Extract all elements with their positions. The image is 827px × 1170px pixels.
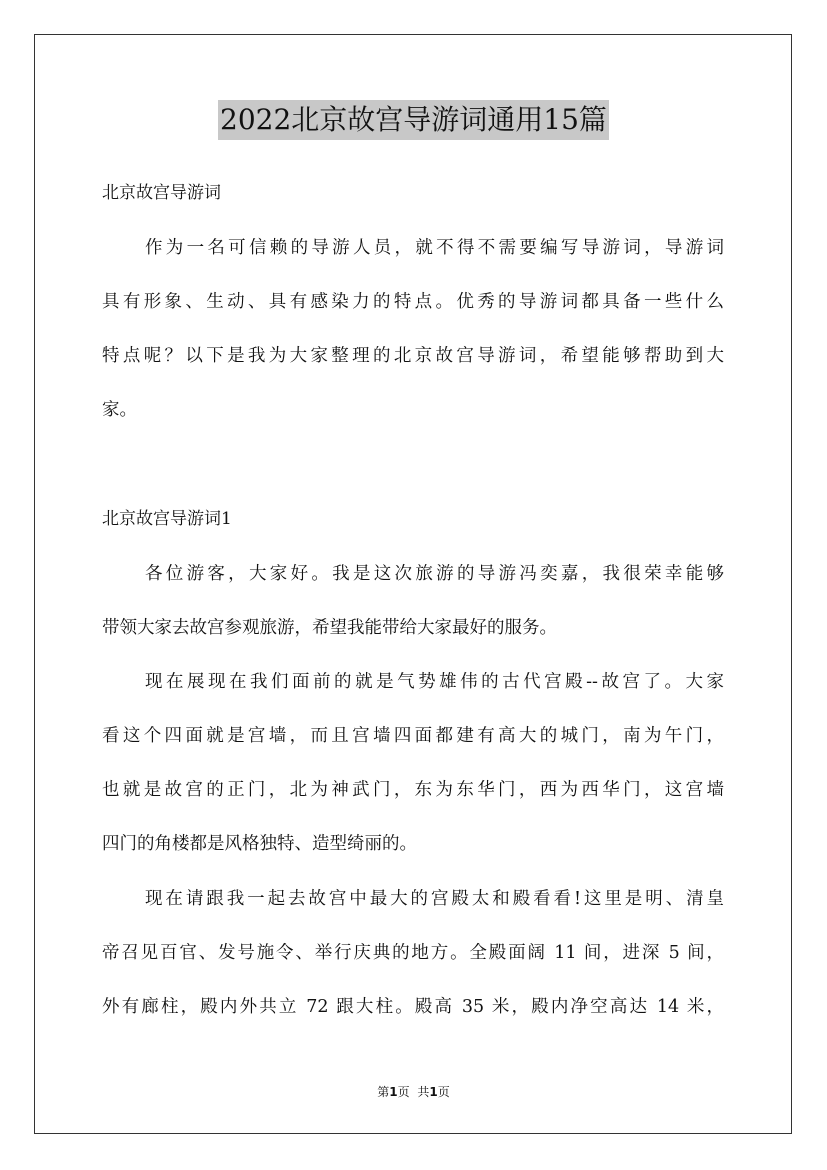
section-1-heading: 北京故宫导游词1 [102,509,232,529]
p3-line-3: 外有廊柱，殿内外共立 72 跟大柱。殿高 35 米，殿内净空高达 14 米， [102,997,724,1017]
p2-line-2: 看这个四面就是宫墙，而且宫墙四面都建有高大的城门，南为午门， [102,726,724,746]
p1-line-2: 带领大家去故宫参观旅游，希望我能带给大家最好的服务。 [102,618,557,638]
title-block [0,100,827,140]
p1-line-1: 各位游客，大家好。我是这次旅游的导游冯奕嘉，我很荣幸能够 [145,564,724,584]
intro-line-2: 具有形象、生动、具有感染力的特点。优秀的导游词都具备一些什么 [102,292,724,312]
p3-line-1: 现在请跟我一起去故宫中最大的宫殿太和殿看看!这里是明、清皇 [145,889,724,909]
footer-total-number: 1 [429,1085,438,1099]
footer-total-prefix: 共 [417,1085,430,1099]
p2-line-3: 也就是故宫的正门，北为神武门，东为东华门，西为西华门，这宫墙 [102,780,724,800]
p3-line-2: 帝召见百官、发号施令、举行庆典的地方。全殿面阔 11 间，进深 5 间， [102,943,724,963]
p2-line-4: 四门的角楼都是风格独特、造型绮丽的。 [102,834,417,854]
page-footer [0,1083,827,1101]
intro-line-4: 家。 [102,400,137,420]
intro-line-3: 特点呢？以下是我为大家整理的北京故宫导游词，希望能够帮助到大 [102,346,724,366]
footer-page-suffix: 页 [397,1085,410,1099]
document-title: 2022北京故宫导游词通用15篇 [218,100,609,140]
footer-total-suffix: 页 [437,1085,450,1099]
footer-page-prefix: 第 [377,1085,390,1099]
intro-line-1: 作为一名可信赖的导游人员，就不得不需要编写导游词，导游词 [145,238,724,258]
p2-line-1: 现在展现在我们面前的就是气势雄伟的古代宫殿--故宫了。大家 [145,672,724,692]
intro-heading: 北京故宫导游词 [102,183,221,203]
footer-page-number: 1 [389,1085,398,1099]
